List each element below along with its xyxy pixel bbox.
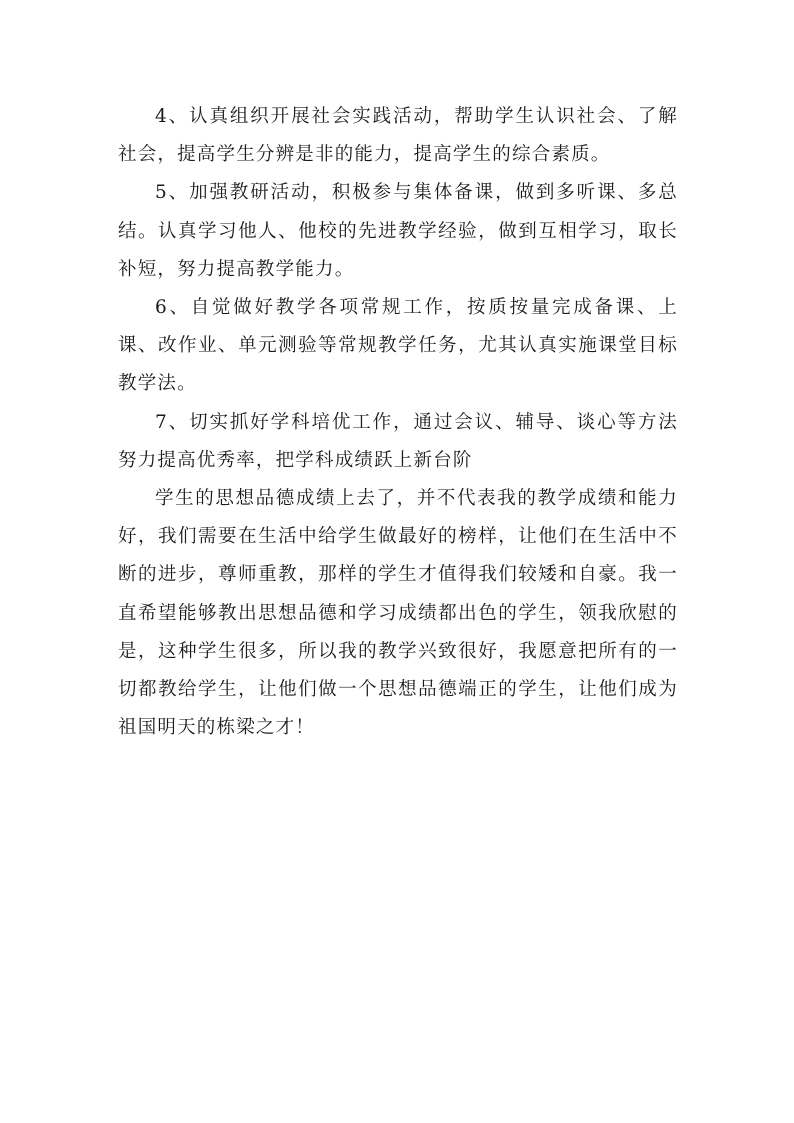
paragraph-item-6: 6、自觉做好教学各项常规工作，按质按量完成备课、上课、改作业、单元测验等常规教学任务，尤其认真实施课堂目标教学法。: [118, 297, 678, 395]
paragraph-item-4: 4、认真组织开展社会实践活动，帮助学生认识社会、了解社会，提高学生分辨是非的能力，提高学生的综合素质。: [118, 106, 678, 166]
document-body: [118, 98, 678, 747]
paragraph-item-5: 5、加强教研活动，积极参与集体备课，做到多听课、多总结。认真学习他人、他校的先进教学经验，做到互相学习，取长补短，努力提高教学能力。: [118, 182, 678, 280]
paragraph-conclusion: 学生的思想品德成绩上去了，并不代表我的教学成绩和能力好，我们需要在生活中给学生做最好的榜样，让他们在生活中不断的进步，尊师重教，那样的学生才值得我们较矮和自豪。我一直希望能够教出思想品德和学习成绩都出色的学生，领我欣慰的是，这种学生很多，所以我的教学兴致很好，我愿意把所有的一切都教给学生，让他们做一个思想品德端正的学生，让他们成为祖国明天的栋梁之才！: [118, 488, 678, 739]
paragraph-item-7: 7、切实抓好学科培优工作，通过会议、辅导、谈心等方法努力提高优秀率，把学科成绩跃上新台阶: [118, 411, 678, 471]
